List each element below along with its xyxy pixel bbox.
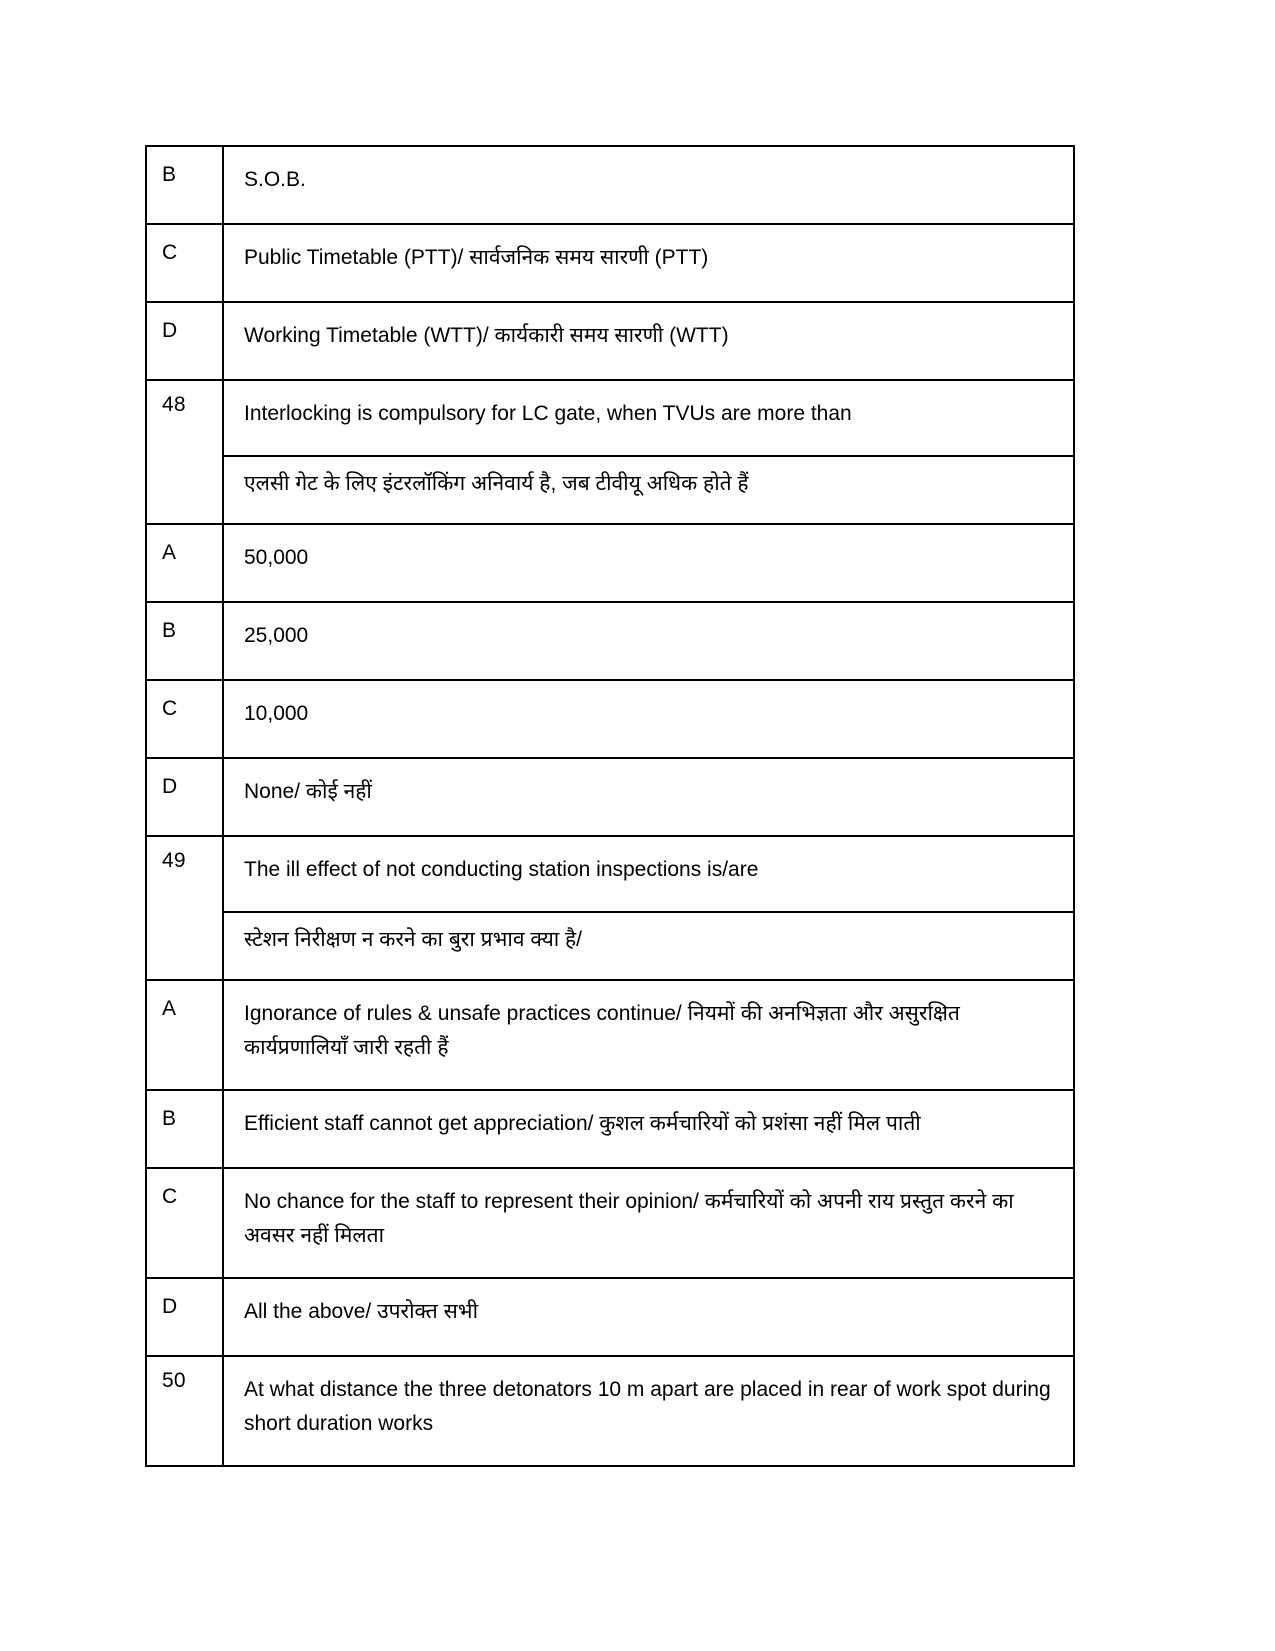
- row-content: S.O.B.: [223, 146, 1074, 224]
- row-content: All the above/ उपरोक्त सभी: [223, 1278, 1074, 1356]
- row-content: None/ कोई नहीं: [223, 758, 1074, 836]
- row-label: C: [146, 1168, 223, 1278]
- row-label: A: [146, 524, 223, 602]
- row-content: Working Timetable (WTT)/ कार्यकारी समय सारणी (WTT): [223, 302, 1074, 380]
- question-number: 48: [146, 380, 223, 524]
- table-row: [146, 758, 1074, 836]
- table-row: [146, 302, 1074, 380]
- table-row: [146, 680, 1074, 758]
- row-content: Public Timetable (PTT)/ सार्वजनिक समय सारणी (PTT): [223, 224, 1074, 302]
- table-row-question: [146, 1356, 1074, 1466]
- row-content: Ignorance of rules & unsafe practices continue/ नियमों की अनभिज्ञता और असुरक्षित कार्यप्रणालियाँ जारी रहती हैं: [223, 980, 1074, 1090]
- row-label: D: [146, 302, 223, 380]
- row-label: C: [146, 680, 223, 758]
- table-row: [146, 224, 1074, 302]
- question-text: Interlocking is compulsory for LC gate, when TVUs are more than: [223, 380, 1074, 456]
- question-text: The ill effect of not conducting station inspections is/are: [223, 836, 1074, 912]
- question-number: 49: [146, 836, 223, 980]
- row-label: A: [146, 980, 223, 1090]
- question-number: 50: [146, 1356, 223, 1466]
- table-row: [146, 602, 1074, 680]
- row-label: B: [146, 602, 223, 680]
- question-text: At what distance the three detonators 10 m apart are placed in rear of work spot during short duration works: [223, 1356, 1074, 1466]
- table-row-question: [146, 380, 1074, 456]
- row-content: 25,000: [223, 602, 1074, 680]
- table-row: [146, 1278, 1074, 1356]
- row-content: No chance for the staff to represent their opinion/ कर्मचारियों को अपनी राय प्रस्तुत करने का अवसर नहीं मिलता: [223, 1168, 1074, 1278]
- row-label: B: [146, 146, 223, 224]
- table-row-question: [146, 836, 1074, 912]
- table-row: [146, 1090, 1074, 1168]
- table-row-translation: [146, 912, 1074, 980]
- table-row-translation: [146, 456, 1074, 524]
- row-label: D: [146, 758, 223, 836]
- question-translation: स्टेशन निरीक्षण न करने का बुरा प्रभाव क्या है/: [223, 912, 1074, 980]
- table-row: [146, 146, 1074, 224]
- question-option-table: [145, 145, 1075, 1467]
- row-content: 50,000: [223, 524, 1074, 602]
- row-label: C: [146, 224, 223, 302]
- row-label: B: [146, 1090, 223, 1168]
- table-row: [146, 1168, 1074, 1278]
- table-row: [146, 980, 1074, 1090]
- row-label: D: [146, 1278, 223, 1356]
- table-row: [146, 524, 1074, 602]
- question-translation: एलसी गेट के लिए इंटरलॉकिंग अनिवार्य है, जब टीवीयू अधिक होते हैं: [223, 456, 1074, 524]
- row-content: Efficient staff cannot get appreciation/ कुशल कर्मचारियों को प्रशंसा नहीं मिल पाती: [223, 1090, 1074, 1168]
- row-content: 10,000: [223, 680, 1074, 758]
